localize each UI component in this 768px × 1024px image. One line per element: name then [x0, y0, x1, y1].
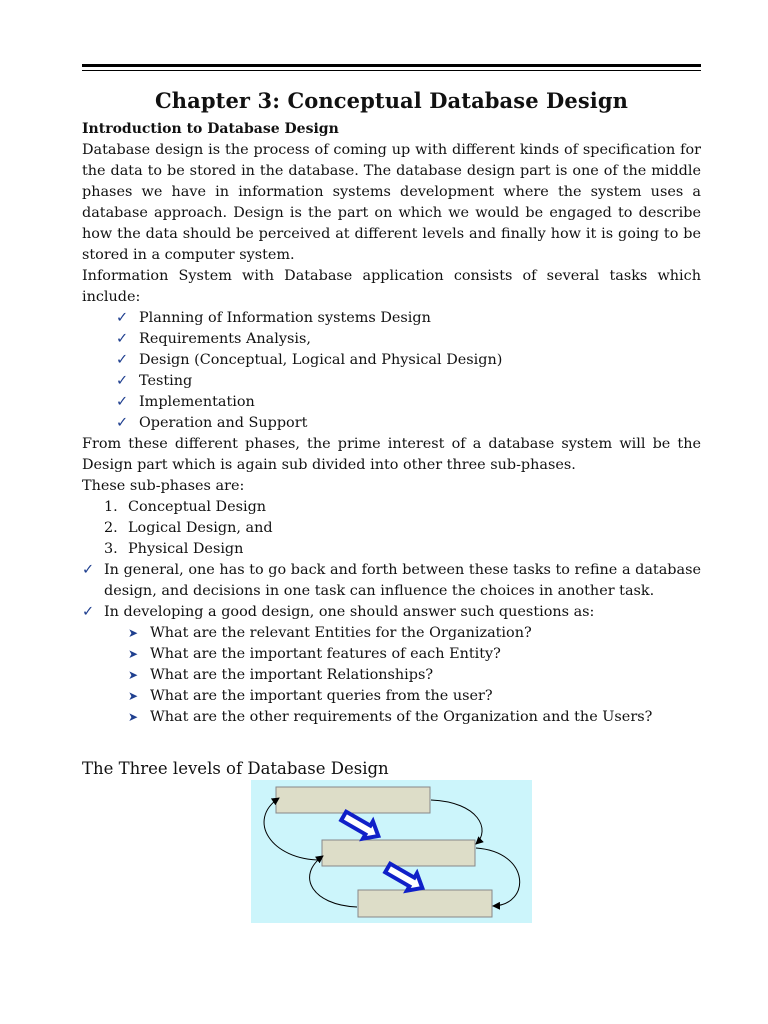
list-item: ➤ What are the other requirements of the Organization and the Users? [82, 707, 701, 728]
document-page [82, 64, 701, 781]
questions-list [82, 623, 701, 728]
levels-title: The Three levels of Database Design [82, 759, 389, 778]
intro-paragraph: Database design is the process of coming up with different kinds of specification for the data to be stored in the database. The database design part is one of the middle phases we have in information systems development where the system uses a database approach. Design is the part on which we would be engaged to describe how the data should be perceived at different levels and finally how it is going to be stored in a computer system. [82, 142, 701, 263]
list-item: 2. Logical Design, and [104, 520, 273, 536]
subphases-intro: These sub-phases are: [82, 478, 245, 494]
tasks-intro: Information System with Database application consists of several tasks which include: [82, 268, 701, 305]
check-icon: ✓ [82, 562, 95, 578]
list-item: ✓ Operation and Support [82, 413, 701, 434]
list-item: ➤ What are the important Relationships? [82, 665, 701, 686]
list-item: ✓ Testing [82, 371, 701, 392]
list-item: ✓ In developing a good design, one should answer such questions as: [82, 602, 701, 623]
arrow-bullet-icon: ➤ [128, 647, 139, 661]
list-item: ➤ What are the relevant Entities for the Organization? [82, 623, 701, 644]
notes-list [82, 560, 701, 623]
check-icon: ✓ [116, 352, 129, 368]
arrow-bullet-icon: ➤ [128, 626, 139, 640]
arrow-bullet-icon: ➤ [128, 689, 139, 703]
three-levels-diagram [251, 780, 532, 923]
list-item: ✓ Requirements Analysis, [82, 329, 701, 350]
list-item: ➤ What are the important queries from the user? [82, 686, 701, 707]
check-icon: ✓ [116, 373, 129, 389]
list-item: ✓ Implementation [82, 392, 701, 413]
level-box-middle [322, 840, 475, 866]
feedback-curve-right-top [431, 800, 482, 844]
list-item: ✓ In general, one has to go back and forth between these tasks to refine a database design, and decisions in one task can influence the choices in another task. [82, 562, 701, 599]
list-item: 1. Conceptual Design [104, 499, 267, 515]
arrow-bullet-icon: ➤ [128, 668, 139, 682]
diagram-svg [251, 780, 532, 923]
list-item: 3. Physical Design [104, 541, 244, 557]
list-item: ✓ Design (Conceptual, Logical and Physical Design) [82, 350, 701, 371]
tasks-list [82, 308, 701, 434]
list-item: ➤ What are the important features of each Entity? [82, 644, 701, 665]
chapter-title: Chapter 3: Conceptual Database Design [154, 88, 628, 113]
header-rule-thin [82, 70, 701, 71]
intro-heading: Introduction to Database Design [82, 121, 339, 137]
subphases-list [82, 497, 701, 560]
level-box-bottom [358, 890, 492, 917]
check-icon: ✓ [116, 331, 129, 347]
check-icon: ✓ [116, 310, 129, 326]
check-icon: ✓ [116, 394, 129, 410]
arrow-bullet-icon: ➤ [128, 710, 139, 724]
check-icon: ✓ [82, 604, 95, 620]
list-item: ✓ Planning of Information systems Design [82, 308, 701, 329]
header-rule-thick [82, 64, 701, 67]
phases-paragraph: From these different phases, the prime interest of a database system will be the Design part which is again sub divided into other three sub-phases. [82, 436, 701, 473]
level-box-top [276, 787, 430, 813]
check-icon: ✓ [116, 415, 129, 431]
